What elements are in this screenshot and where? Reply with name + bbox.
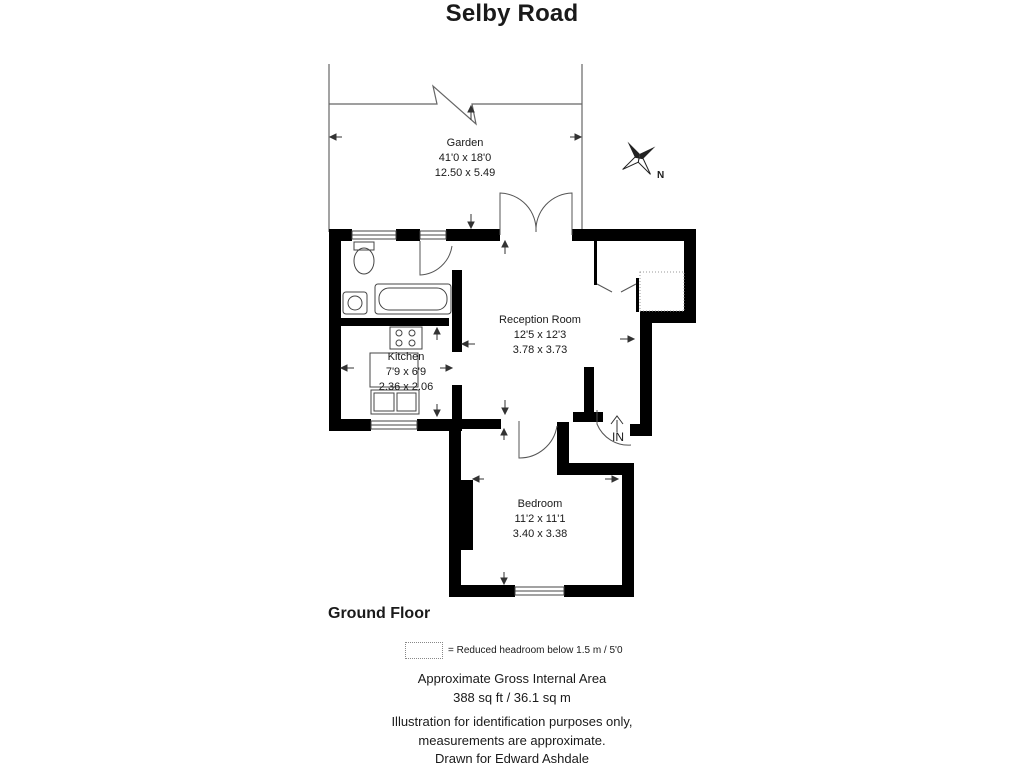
bedroom-label	[480, 497, 600, 542]
garden-imperial: 41'0 x 18'0	[438, 152, 492, 164]
compass-north-label: N	[657, 170, 665, 181]
area-value: 388 sq ft / 36.1 sq m	[453, 690, 571, 705]
kitchen-name: Kitchen	[387, 351, 425, 363]
reception-name: Reception Room	[499, 314, 581, 326]
plan-title: Selby Road	[445, 0, 579, 27]
disclaimer-line-3: Drawn for Edward Ashdale	[435, 751, 589, 766]
kitchen-label	[356, 350, 456, 395]
garden-name: Garden	[446, 137, 484, 149]
floor-label: Ground Floor	[328, 605, 431, 622]
legend-swatch	[405, 642, 443, 659]
reception-metric: 3.78 x 3.73	[512, 344, 568, 356]
reception-label	[480, 313, 600, 358]
disclaimer-line-2: measurements are approximate.	[418, 733, 606, 748]
kitchen-metric: 2.36 x 2.06	[378, 381, 434, 393]
reduced-headroom-area	[640, 272, 684, 311]
entrance-label: IN	[612, 430, 624, 444]
area-heading: Approximate Gross Internal Area	[417, 671, 607, 686]
disclaimer-line-1: Illustration for identification purposes only,	[391, 714, 633, 729]
bedroom-name: Bedroom	[517, 498, 563, 510]
legend-text: = Reduced headroom below 1.5 m / 5'0	[448, 645, 623, 656]
bedroom-imperial: 11'2 x 11'1	[514, 513, 566, 525]
garden-label	[405, 136, 525, 181]
bedroom-metric: 3.40 x 3.38	[512, 528, 568, 540]
kitchen-imperial: 7'9 x 6'9	[385, 366, 427, 378]
garden-metric: 12.50 x 5.49	[434, 167, 496, 179]
compass-icon	[617, 136, 661, 180]
reception-imperial: 12'5 x 12'3	[513, 329, 567, 341]
